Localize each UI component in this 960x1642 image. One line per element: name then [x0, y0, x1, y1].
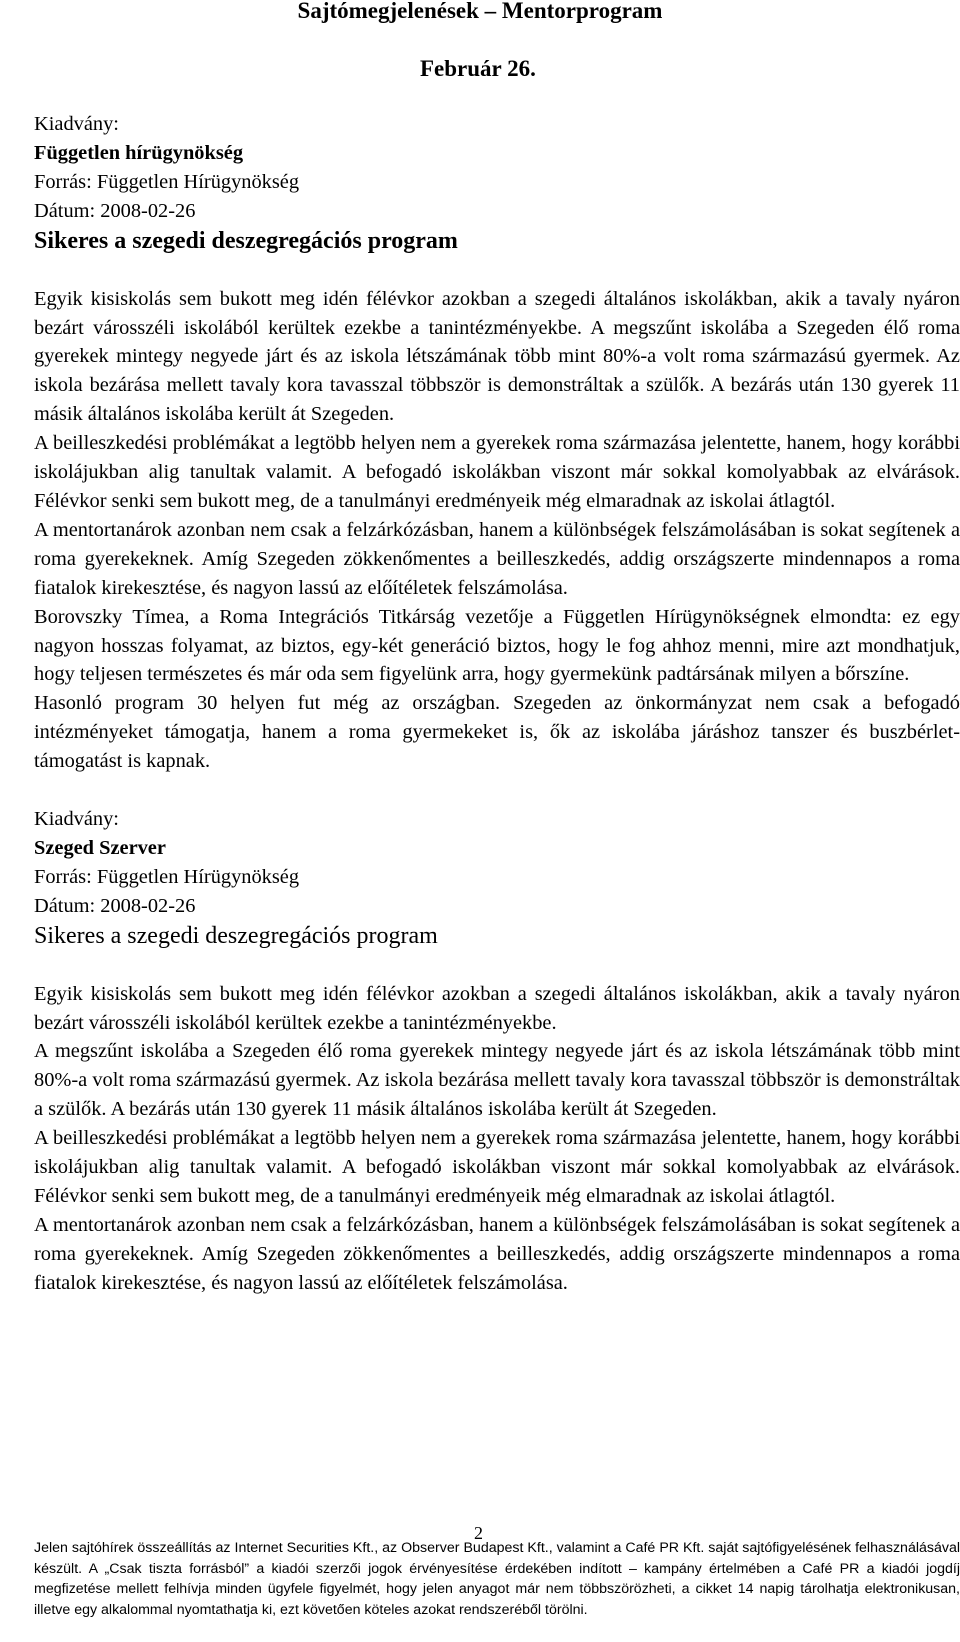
page-number: 2	[474, 1523, 483, 1543]
article-title: Sikeres a szegedi deszegregációs program	[34, 922, 438, 949]
article-date: Dátum: 2008-02-26	[34, 199, 196, 222]
article-paragraph: Egyik kisiskolás sem bukott meg idén félévkor azokban a szegedi általános iskolákban, akik a tavaly nyáron bezárt városszéli iskolából kerültek ezekbe a tanintézményekbe.	[34, 982, 960, 1034]
copyright-footer: Jelen sajtóhírek összeállítás az Internet Securities Kft., az Observer Budapest Kft., valamint a Café PR Kft. saját sajtófigyelésének felhasználásával készült. A „Csak tiszta forrásból” a kiadói szerzői jogok érvényesítése érdekében indított – kampány értelmében a Café PR a kiadói jogdíj megfizetése mellett felhívja minden ügyfele figyelmét, hogy jelen anyagot már nem többszörözheti, a cikket 14 napig tárolhatja elektronikusan, illetve egy alkalommal nyomtathatja ki, ezt követően köteles azokat rendszeréből törölni.	[34, 1540, 960, 1618]
publication-name: Szeged Szerver	[34, 836, 166, 859]
article-1	[34, 110, 960, 776]
document-date: Február 26.	[420, 56, 536, 81]
article-source: Forrás: Független Hírügynökség	[34, 865, 300, 888]
article-paragraph: A beilleszkedési problémákat a legtöbb helyen nem a gyerekek roma származása jelentette, hanem, hogy korábbi iskolájukban alig tanultak valamit. A befogadó iskolákban viszont már sokkal komolyabbak az elvárások. Félévkor senki sem bukott meg, de a tanulmányi eredményeik még elmaradnak az iskolai átlagtól.	[34, 1127, 960, 1207]
article-paragraph: A mentortanárok azonban nem csak a felzárkózásban, hanem a különbségek felszámolásában is sokat segítenek a roma gyerekeknek. Amíg Szegeden zökkenőmentes a beilleszkedés, addig országszerte mindennapos a roma fiatalok kirekesztése, és nagyon lassú az előítéletek felszámolása.	[34, 518, 960, 599]
article-title: Sikeres a szegedi deszegregációs program	[34, 227, 458, 254]
document-header-title: Sajtómegjelenések – Mentorprogram	[297, 0, 663, 23]
article-paragraph: A mentortanárok azonban nem csak a felzárkózásban, hanem a különbségek felszámolásában is sokat segítenek a roma gyerekeknek. Amíg Szegeden zökkenőmentes a beilleszkedés, addig országszerte mindennapos a roma fiatalok kirekesztése, és nagyon lassú az előítéletek felszámolása.	[34, 1213, 960, 1294]
article-paragraph: Hasonló program 30 helyen fut még az országban. Szegeden az önkormányzat nem csak a befogadó intézményeket támogatja, hanem a roma gyermekeket is, ők az iskolába járáshoz tanszer és buszbérlet-támogatást is kapnak.	[34, 692, 960, 773]
article-date: Dátum: 2008-02-26	[34, 894, 196, 917]
document-content	[34, 110, 960, 1298]
article-2	[34, 805, 960, 1298]
article-paragraph: A beilleszkedési problémákat a legtöbb helyen nem a gyerekek roma származása jelentette, hanem, hogy korábbi iskolájukban alig tanultak valamit. A befogadó iskolákban viszont már sokkal komolyabbak az elvárások. Félévkor senki sem bukott meg, de a tanulmányi eredményeik még elmaradnak az iskolai átlagtól.	[34, 432, 960, 512]
article-source: Forrás: Független Hírügynökség	[34, 170, 300, 193]
article-separator	[34, 776, 960, 805]
article-paragraph: Borovszky Tímea, a Roma Integrációs Titkárság vezetője a Független Hírügynökségnek elmondta: ez egy nagyon hosszas folyamat, az biztos, egy-két generáció biztos, hogy le fog ahhoz menni, mire azt mondhatjuk, hogy teljesen természetes és már oda sem figyelünk arra, hogy gyermekünk padtársának milyen a bőrszíne.	[34, 605, 960, 686]
publication-label: Kiadvány:	[34, 808, 119, 831]
publication-label: Kiadvány:	[34, 113, 119, 135]
publication-name: Független hírügynökség	[34, 141, 244, 164]
article-paragraph: A megszűnt iskolába a Szegeden élő roma gyerekek mintegy negyede járt és az iskola létszámának több mint 80%-a volt roma származású gyermek. Az iskola bezárása mellett tavaly kora tavasszal többször is demonstráltak a szülők. A bezárás után 130 gyerek 11 másik általános iskolába került át Szegeden.	[34, 1040, 960, 1121]
article-paragraph: Egyik kisiskolás sem bukott meg idén félévkor azokban a szegedi általános iskolákban, akik a tavaly nyáron bezárt városszéli iskolából kerültek ezekbe a tanintézményekbe. A megszűnt iskolába a Szegeden élő roma gyerekek mintegy negyede járt és az iskola létszámának több mint 80%-a volt roma származású gyermek. Az iskola bezárása mellett tavaly kora tavasszal többször is demonstráltak a szülők. A bezárás után 130 gyerek 11 másik általános iskolába került át Szegeden.	[34, 287, 960, 426]
